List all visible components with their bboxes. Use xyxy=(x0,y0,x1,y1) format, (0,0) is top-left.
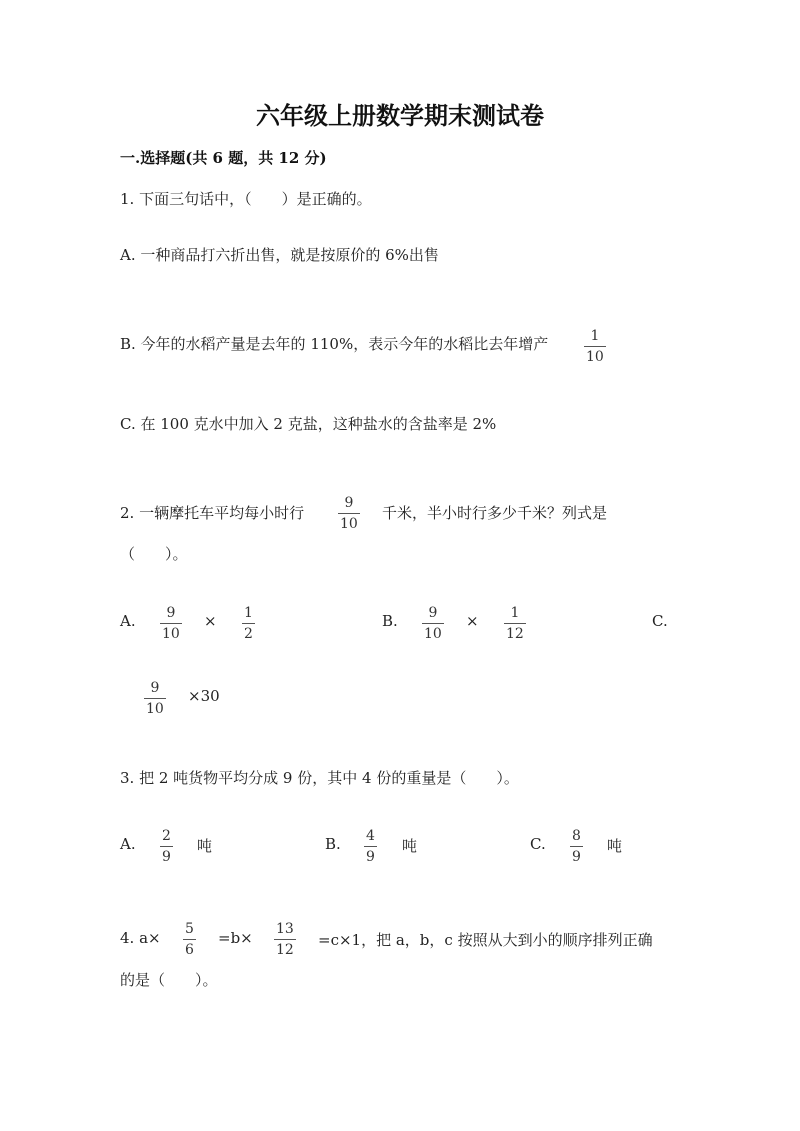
fraction-denominator: 12 xyxy=(276,942,294,958)
q3-option-a-fraction xyxy=(160,829,173,864)
q2-stem-part2: 千米，半小时行多少千米？列式是 xyxy=(382,504,608,522)
q2-option-a-fraction-2 xyxy=(242,606,255,641)
q2-option-b-label: B. xyxy=(382,612,398,630)
q2-option-a-times: × xyxy=(204,612,217,630)
fraction-denominator: 10 xyxy=(146,701,164,717)
q3-option-c-fraction xyxy=(570,829,583,864)
fraction-numerator: 9 xyxy=(344,495,354,511)
q2-option-a-label: A. xyxy=(120,612,136,630)
q4-stem-part3: =c×1，把 a，b，c 按照从大到小的顺序排列正确 xyxy=(318,931,653,949)
q3-option-a-label: A. xyxy=(120,835,136,853)
q4-stem-part2: =b× xyxy=(218,929,253,947)
q1-option-a: A. 一种商品打六折出售，就是按原价的 6%出售 xyxy=(120,246,439,264)
fraction-denominator: 10 xyxy=(162,626,180,642)
fraction-denominator: 2 xyxy=(244,626,253,642)
q1-stem: 1. 下面三句话中，（ ）是正确的。 xyxy=(120,190,372,208)
q3-option-c-unit: 吨 xyxy=(607,837,623,855)
section-heading: 一.选择题(共 6 题，共 12 分) xyxy=(120,149,327,167)
q2-option-a-fraction-1 xyxy=(160,606,182,641)
fraction-numerator: 1 xyxy=(510,605,520,621)
q1-option-b-fraction xyxy=(584,329,606,364)
q3-option-c-label: C. xyxy=(530,835,546,853)
q4-fraction-2 xyxy=(274,922,296,957)
q2-stem-part1: 2. 一辆摩托车平均每小时行 xyxy=(120,504,305,522)
fraction-numerator: 4 xyxy=(366,828,375,844)
fraction-denominator: 9 xyxy=(366,849,375,865)
fraction-denominator: 10 xyxy=(424,626,442,642)
q1-option-b: B. 今年的水稻产量是去年的 110%，表示今年的水稻比去年增产 xyxy=(120,335,549,353)
fraction-denominator: 6 xyxy=(185,942,194,958)
q4-stem-part4: 的是（ ）。 xyxy=(120,971,218,989)
fraction-numerator: 9 xyxy=(428,605,438,621)
q4-stem-part1: 4. a× xyxy=(120,929,161,947)
q4-fraction-1 xyxy=(183,922,196,957)
fraction-denominator: 9 xyxy=(162,849,171,865)
q2-option-b-fraction-1 xyxy=(422,606,444,641)
fraction-numerator: 5 xyxy=(185,921,194,937)
page-title: 六年级上册数学期末测试卷 xyxy=(256,101,544,130)
q3-option-b-label: B. xyxy=(325,835,341,853)
fraction-denominator: 10 xyxy=(586,349,604,365)
fraction-denominator: 12 xyxy=(506,626,524,642)
q2-fraction xyxy=(338,496,360,531)
fraction-denominator: 10 xyxy=(340,516,358,532)
q3-option-b-unit: 吨 xyxy=(402,837,418,855)
fraction-numerator: 13 xyxy=(276,921,294,937)
fraction-numerator: 1 xyxy=(590,328,600,344)
q1-option-c: C. 在 100 克水中加入 2 克盐，这种盐水的含盐率是 2% xyxy=(120,415,497,433)
q2-option-c-label: C. xyxy=(652,612,668,630)
q2-stem-part3: （ ）。 xyxy=(120,545,188,563)
q3-option-b-fraction xyxy=(364,829,377,864)
fraction-numerator: 9 xyxy=(150,680,160,696)
q2-option-b-fraction-2 xyxy=(504,606,526,641)
q3-stem: 3. 把 2 吨货物平均分成 9 份，其中 4 份的重量是（ ）。 xyxy=(120,769,519,787)
fraction-denominator: 9 xyxy=(572,849,581,865)
fraction-numerator: 9 xyxy=(166,605,176,621)
fraction-numerator: 8 xyxy=(572,828,581,844)
q2-option-c-tail: ×30 xyxy=(188,687,220,705)
fraction-numerator: 1 xyxy=(244,605,253,621)
fraction-numerator: 2 xyxy=(162,828,171,844)
q3-option-a-unit: 吨 xyxy=(197,837,213,855)
q2-option-c-fraction xyxy=(144,681,166,716)
q2-option-b-times: × xyxy=(466,612,479,630)
